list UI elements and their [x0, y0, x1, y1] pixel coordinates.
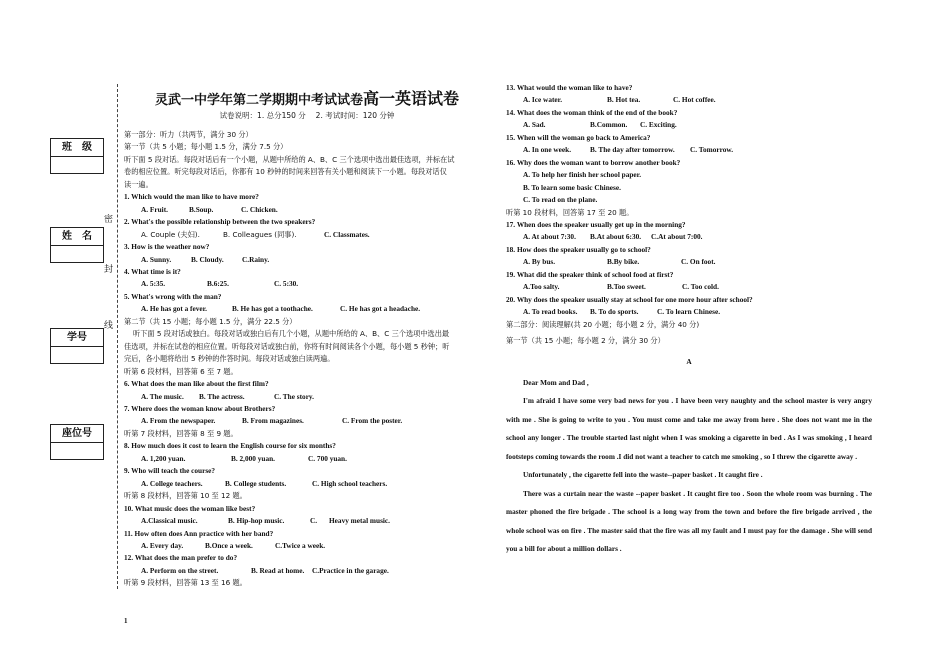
option[interactable]: B. Cloudy. — [191, 254, 224, 264]
option[interactable]: B. To learn some basic Chinese. — [523, 182, 621, 192]
option[interactable]: A. 1,200 yuan. — [141, 453, 186, 463]
option[interactable]: A. From the newspaper. — [141, 416, 216, 426]
options-17 — [506, 231, 872, 243]
option[interactable]: A. Couple (夫妇). — [141, 229, 200, 239]
material-note: 听第 9 段材料，回答第 13 至 16 题。 — [124, 578, 247, 588]
option[interactable]: B. He has got a toothache. — [232, 304, 313, 314]
option[interactable]: C.At about 7:00. — [651, 232, 703, 242]
class-field[interactable] — [50, 138, 104, 174]
question-14: 14. What does the woman think of the end of the book? — [506, 107, 678, 117]
material-note: 听第 6 段材料，回答第 6 至 7 题。 — [124, 366, 238, 376]
instruction-line: 完后，各小题将给出 5 秒钟的作答时间。每段对话或独白读两遍。 — [124, 354, 335, 364]
option[interactable]: B. The actress. — [199, 391, 245, 401]
instruction-line: 听下面 5 段对话。每段对话后有一个小题，从题中所给的 A、B、C 三个选项中选出最佳选项，并标在试 — [124, 154, 455, 164]
options-20 — [506, 306, 872, 318]
question-2: 2. What's the possible relationship between the two speakers? — [124, 217, 316, 227]
option[interactable]: B.Once a week. — [205, 540, 253, 550]
options-13 — [506, 94, 872, 106]
options-18 — [506, 256, 872, 268]
student-id-label: 学号 — [51, 329, 103, 347]
option[interactable]: A. In one week. — [523, 145, 572, 155]
option[interactable]: C. On foot. — [681, 257, 716, 267]
option[interactable]: A.Too salty. — [523, 282, 560, 292]
question-16: 16. Why does the woman want to borrow another book? — [506, 157, 681, 167]
question-4: 4. What time is it? — [124, 266, 181, 276]
options-1 — [124, 204, 490, 216]
instruction-line: 卷的相应位置。听完每段对话后，你都有 10 秒钟的时间来回答有关小题和阅读下一小题。每段对话仅 — [124, 167, 447, 177]
page-title — [124, 86, 490, 109]
question-5: 5. What's wrong with the man? — [124, 291, 222, 301]
option[interactable]: B.By bike. — [607, 257, 640, 267]
options-10 — [124, 515, 490, 527]
option[interactable]: B. To do sports. — [590, 307, 639, 317]
option[interactable]: C.Twice a week. — [275, 540, 326, 550]
option[interactable]: B. Read at home. — [251, 565, 305, 575]
seat-number-label: 座位号 — [51, 425, 103, 443]
options-5 — [124, 303, 490, 315]
material-note: 听第 10 段材料，回答第 17 至 20 题。 — [506, 207, 634, 217]
option[interactable]: C. 5:30. — [274, 279, 299, 289]
option[interactable]: B. Colleagues (同事). — [223, 229, 297, 239]
option[interactable]: C. Exciting. — [640, 120, 677, 130]
passage-label: A — [686, 356, 692, 366]
option[interactable]: A. Sad. — [523, 120, 546, 130]
option[interactable]: C. Too cold. — [682, 282, 719, 292]
question-19: 19. What did the speaker think of school food at first? — [506, 269, 674, 279]
options-4 — [124, 278, 490, 290]
question-10: 10. What music does the woman like best? — [124, 503, 256, 513]
options-14 — [506, 119, 872, 131]
option[interactable]: C. Hot coffee. — [673, 95, 716, 105]
name-blank[interactable] — [51, 246, 103, 262]
option[interactable]: B. 2,000 yuan. — [231, 453, 275, 463]
option[interactable]: C. The story. — [274, 391, 315, 401]
option[interactable]: B. College students. — [225, 478, 287, 488]
option[interactable]: A. By bus. — [523, 257, 556, 267]
instruction-line: 读一遍。 — [124, 179, 153, 189]
instruction-line: 听下面 5 段对话或独白。每段对话或独白后有几个小题，从题中所给的 A、B、C 三个选项中选出最 — [133, 329, 450, 339]
question-11: 11. How often does Ann practice with her band? — [124, 528, 274, 538]
title-main: 高一英语试卷 — [363, 89, 460, 108]
option[interactable]: A. The music. — [141, 391, 184, 401]
option[interactable]: B. The day after tomorrow. — [590, 145, 675, 155]
seal-char-xian: 线 — [104, 321, 114, 331]
student-id-blank[interactable] — [51, 347, 103, 363]
option[interactable]: C. — [310, 516, 318, 526]
option[interactable]: C.Rainy. — [242, 254, 270, 264]
seal-fold-line — [117, 84, 118, 589]
passage-greeting: Dear Mom and Dad , — [523, 377, 589, 387]
question-8: 8. How much does it cost to learn the English course for six months? — [124, 441, 336, 451]
option[interactable]: A. He has got a fever. — [141, 304, 207, 314]
option[interactable]: A. At about 7:30. — [523, 232, 576, 242]
subsection-heading: 第一节（共 5 小题；每小题 1.5 分，满分 7.5 分） — [124, 142, 288, 152]
option[interactable]: B.6:25. — [207, 279, 229, 289]
option[interactable]: A. College teachers. — [141, 478, 203, 488]
option[interactable]: A.Classical music. — [141, 516, 198, 526]
options-19 — [506, 281, 872, 293]
material-note: 听第 7 段材料，回答第 8 至 9 题。 — [124, 428, 238, 438]
question-13: 13. What would the woman like to have? — [506, 83, 633, 92]
instruction-line: 佳选项，并标在试卷的相应位置。听每段对话或独白前，你将有时间阅读各个小题，每小题 5 秒钟；听 — [124, 341, 450, 351]
option[interactable]: B.At about 6:30. — [590, 232, 642, 242]
option[interactable]: A. Sunny. — [141, 254, 172, 264]
options-8 — [124, 453, 490, 465]
option[interactable]: B. Hot tea. — [607, 95, 641, 105]
question-7: 7. Where does the woman know about Brothers? — [124, 403, 276, 413]
option[interactable]: C. High school teachers. — [312, 478, 388, 488]
class-label: 班 级 — [51, 139, 103, 157]
question-12: 12. What does the man prefer to do? — [124, 553, 238, 563]
option[interactable]: Heavy metal music. — [329, 516, 390, 526]
option[interactable]: C. Classmates. — [324, 229, 370, 239]
subsection-heading: 第二节（共 15 小题；每小题 1.5 分，满分 22.5 分） — [124, 316, 297, 326]
name-field[interactable] — [50, 227, 104, 263]
option[interactable]: B. Hip-hop music. — [228, 516, 285, 526]
title-prefix: 灵武一中学年第二学期期中考试试卷 — [154, 93, 363, 108]
left-column — [124, 86, 490, 590]
question-20: 20. Why does the speaker usually stay at school for one more hour after school? — [506, 294, 753, 304]
right-column — [506, 82, 872, 559]
options-2 — [124, 229, 490, 241]
options-6 — [124, 391, 490, 403]
question-9: 9. Who will teach the course? — [124, 466, 216, 476]
seal-char-feng: 封 — [104, 265, 114, 275]
seal-char-mi: 密 — [104, 215, 114, 225]
option[interactable]: A. Perform on the street. — [141, 565, 219, 575]
class-blank[interactable] — [51, 157, 103, 173]
exam-info: 试卷说明：1. 总分150 分 2. 考试时间：120 分钟 — [219, 111, 395, 120]
question-15: 15. When will the woman go back to America? — [506, 132, 651, 142]
option[interactable]: A. To help her finish her school paper. — [523, 170, 642, 180]
option[interactable]: A. Ice water. — [523, 95, 563, 105]
seat-number-blank[interactable] — [51, 443, 103, 459]
section-heading: 第一部分：听力（共两节，满分 30 分） — [124, 130, 253, 139]
options-7 — [124, 415, 490, 427]
options-3 — [124, 254, 490, 266]
options-15 — [506, 144, 872, 156]
option[interactable]: C. To read on the plane. — [523, 195, 598, 205]
material-note: 听第 8 段材料，回答第 10 至 12 题。 — [124, 491, 247, 501]
option[interactable]: C.Practice in the garage. — [312, 565, 389, 575]
question-17: 17. When does the speaker usually get up in the morning? — [506, 219, 686, 229]
option[interactable]: B.Too sweet. — [607, 282, 646, 292]
name-label: 姓 名 — [51, 228, 103, 246]
passage-paragraph: There was a curtain near the waste --paper basket . It caught fire too . Soon the whole room was burning . The master phoned the fire brigade . The school is a long way from the town and before the fire brigade arrived , the whole school was on fire . The master said that the fire was all my fault and I must pay for the damage . She will send you a bill for about a million dollars . — [506, 488, 872, 554]
student-id-field[interactable] — [50, 328, 104, 364]
option[interactable]: C. He has got a headache. — [340, 304, 421, 314]
option[interactable]: C. To learn Chinese. — [657, 307, 721, 317]
option[interactable]: B.Common. — [590, 120, 628, 130]
options-9 — [124, 478, 490, 490]
option[interactable]: A. 5:35. — [141, 279, 166, 289]
options-12 — [124, 565, 490, 577]
passage-paragraph: Unfortunately , the cigarette fell into the waste--paper basket . It caught fire . — [523, 470, 763, 480]
option[interactable]: B. From magazines. — [242, 416, 304, 426]
option[interactable]: B.Soup. — [189, 204, 214, 214]
passage-paragraph: I'm afraid I have some very bad news for you . I have been very naughty and the school master is very angry with me . She is going to write to you . You must come and take me away from here . She does not want me in the school any longer . The trouble started last night when I was smoking a cigarette in bed . As I was smoking , I heard footsteps coming towards the room .I did not want a teacher to catch me smoking , so I threw the cigarette away . — [506, 396, 872, 461]
seat-number-field[interactable] — [50, 424, 104, 460]
question-1: 1. Which would the man like to have more? — [124, 192, 259, 202]
options-11 — [124, 540, 490, 552]
question-3: 3. How is the weather now? — [124, 242, 210, 252]
option[interactable]: A. Fruit. — [141, 204, 168, 214]
page-number: 1 — [124, 617, 128, 625]
option[interactable]: C. From the poster. — [342, 416, 403, 426]
option[interactable]: C. Tomorrow. — [690, 145, 734, 155]
section-heading: 第二部分：阅读理解(共 20 小题；每小题 2 分，满分 40 分) — [506, 319, 700, 329]
option[interactable]: C. 700 yuan. — [308, 453, 347, 463]
option[interactable]: C. Chicken. — [241, 204, 278, 214]
question-18: 18. How does the speaker usually go to school? — [506, 244, 651, 254]
question-6: 6. What does the man like about the first film? — [124, 379, 269, 389]
option[interactable]: A. Every day. — [141, 540, 184, 550]
option[interactable]: A. To read books. — [523, 307, 578, 317]
subsection-heading: 第一节（共 15 小题；每小题 2 分，满分 30 分） — [506, 336, 665, 346]
